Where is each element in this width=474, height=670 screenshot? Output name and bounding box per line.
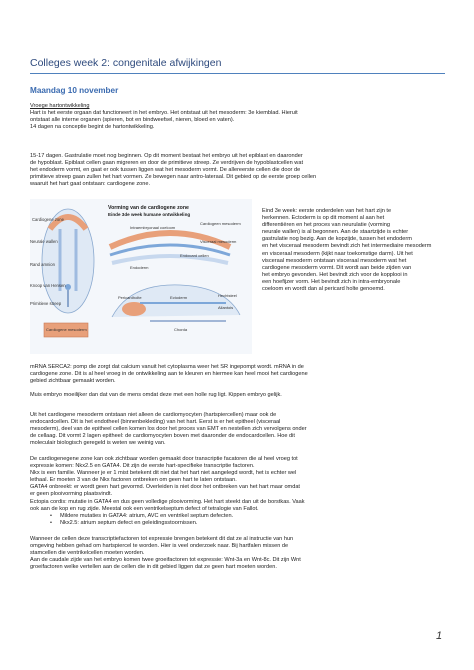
paragraph-line: differentiëren en het proces van neurulatie (vorming	[262, 222, 391, 229]
label-knoop-van-hensen: Knoop van Hensen	[30, 283, 66, 288]
paragraph-line: Ectopia cordis: mutatie in GATA4 en dus geen volledige plooivorming. Het hart steekt dan uit de borstkas. Vaak	[30, 498, 305, 505]
paragraph-line: waaruit het hart gaat ontstaan: cardiogene zone.	[30, 181, 151, 188]
paragraph-line: primitieve streep gaan zullen het hart vormen. Ze bewegen naar antro-lateraal. Dit gebied op de eerste groep cellen	[30, 174, 317, 181]
section-groeifactoren	[30, 536, 445, 571]
paragraph-line: Wanneer de cellen deze transcriptiefactoren tot expressie brengen betekent dit dat ze al instructie van hun	[30, 536, 294, 542]
label-pericardholte: Pericardholte	[118, 295, 142, 300]
paragraph-line: Eind 3e week: eerste onderdelen van het hart zijn te	[262, 208, 392, 214]
paragraph-line: Muis embryo moeilijker dan dat van de mens omdat deze met een holle rug ligt. Kippen embryo gelijk.	[30, 392, 282, 398]
paragraph-line: omgeving hebben gehad om hartspiercel te worden. Hier is veel onderzoek naar. Bij hartfalen missen de	[30, 543, 289, 550]
title-rule	[30, 73, 445, 74]
label-intraembryonaal-coeloom: Intraembryonaal coeloom	[130, 225, 176, 230]
paragraph-line: De cardiogenegene zone kan ook zichtbaar worden gemaakt door transcriptie facatoren die al heel vroeg tot	[30, 456, 298, 462]
paragraph-line: Aan de caudale zijde van het embryo komen twee groeifactoren tot expressie: Wnt-3a en Wnt-8c. Dit zijn Wnt	[30, 557, 301, 564]
paragraph-line: cardiogene zone. Dit is al heel vroeg in de ontwikkeling aan te kleuren en hiermee kan heel mooi het cardiogene	[30, 371, 308, 378]
paragraph-line: gastrulatie nog bezig. Aan de kopzijde, tussen het endoderm	[262, 236, 412, 243]
paragraph-line: gebied zichtbaar gemaakt worden.	[30, 378, 116, 385]
paragraph-line: de hypoblast. Epiblast cellen gaan migreren en door de primitieve streep. Ze verdrijven de hypoblastcellen wat	[30, 160, 304, 167]
label-chorda: Chorda	[174, 327, 188, 332]
label-allantois: Allantois	[218, 305, 234, 310]
label-endoderm: Endoderm	[130, 265, 149, 270]
figure-subtitle: Einde 3de week humane ontwikkeling	[108, 212, 191, 217]
paragraph-line: een hoefijzer vorm. Het bevindt zich in intra-embryonale	[262, 278, 401, 285]
section-serca2	[30, 364, 445, 385]
label-cardiogene-zone: Cardiogene zone	[32, 217, 64, 222]
paragraph-line: stamcellen die ventrikelcellen moeten worden.	[30, 550, 145, 557]
label-rand-amnion: Rand amnion	[30, 262, 55, 267]
figure-side-text	[262, 208, 442, 293]
label-endocard-cellen: Endocard cellen	[180, 253, 209, 258]
paragraph-line: coeloom en wordt dan al pericard holte genoemd.	[262, 286, 385, 293]
paragraph-line: het embryo gevonden. Het bevindt zich voor de kopplooi in	[262, 271, 408, 278]
section-early-heart	[30, 103, 445, 131]
paragraph-line: 15-17 dagen. Gastrulatie moet nog beginnen. Op dit moment bestaat het embryo uit het epiblast en daaronder	[30, 153, 303, 159]
list-item: • Nkx2.5: atrium septum defect en geleidingsstoornissen.	[60, 520, 440, 527]
label-cardiogeen-mesoderm: Cardiogeen mesoderm	[200, 221, 241, 226]
paragraph-line: Hart is het eerste orgaan dat functioneert in het embryo. Het ontstaat uit het mesoderm: 3e kiemblad. Hieruit	[30, 110, 298, 117]
label-neurale-wallen: Neurale wallen	[30, 239, 58, 244]
cardiogenic-zone-figure	[30, 199, 252, 354]
paragraph-line: expressie komen: Nkx2.5 en GATA4. Dit zijn de eerste hart-specifieke transcriptie factoren.	[30, 463, 255, 470]
paragraph-line: ontstaat alle interne organen (spieren, bot en bindweefsel, nieren, bloed en vaten).	[30, 117, 235, 124]
paragraph-line: groeifactoren welke vertellen aan de cellen die in dit gebied liggen dat ze geen hart moeten worden.	[30, 564, 277, 571]
paragraph-line: GATA4 onbreekt: er wordt geen hart gevormd. Overleiden is niet door het ontbreken van het hart maar omdat	[30, 484, 300, 491]
paragraph-line: Uit het cardiogene mesoderm ontstaan niet alleen de cardiomyocyten (hartspiercellen) maar ook de	[30, 412, 277, 418]
paragraph-line: mRNA SERCA2: pomp die zorgt dat calcium vanuit het cytoplasma weer het SR ingepompt wordt. mRNA in de	[30, 364, 304, 370]
paragraph-line: 14 dagen na conceptie begint de hartontwikkeling.	[30, 124, 155, 131]
section-muis-embryo	[30, 392, 445, 399]
date-heading: Maandag 10 november	[30, 86, 119, 95]
section-heading: Vroege hartontwikkeling	[30, 103, 90, 109]
section-gastrulation	[30, 153, 445, 188]
document-title: Colleges week 2: congenitale afwijkingen	[30, 57, 222, 69]
label-cardiogene-mesoderm: Cardiogene mesoderm	[46, 327, 87, 332]
mutation-bullet-list	[60, 513, 440, 527]
paragraph-line: en visceraal mesoderm (kijkt naar toekomstige darm). Uit het	[262, 250, 413, 257]
paragraph-line: visceraal mesoderm ontstaan visceraal mesoderm wat het	[262, 257, 407, 264]
section-transcriptiefactoren	[30, 456, 445, 513]
paragraph-line: lethaal. Er moeten 3 van de Nkx factoren ontbreken om geen hart te laten ontstaan.	[30, 477, 237, 484]
paragraph-line: ook aan de kop en rug zijde. Meestal ook een ventrikelseptum defect of tetralogie van Fallot.	[30, 505, 259, 512]
paragraph-line: cardiogene mesoderm vormt. Dit wordt aan beide zijden van	[262, 264, 412, 271]
paragraph-line: en het visceraal mesoderm bevindt zich het intermediaire mesoderm	[262, 243, 432, 250]
section-cardiomyocyten	[30, 412, 445, 447]
paragraph-line: moleculair biologisch geregeld is weten we weinig van.	[30, 440, 166, 447]
paragraph-line: neurale wallen) is al begonnen. Aan de staartzijde is echter	[262, 229, 409, 236]
label-visceraal-mesoderm: Visceraal mesoderm	[200, 239, 237, 244]
paragraph-line: endocardcellen. Dit is het endotheel (binnenbekleding) van het hart. Eerst is er het epitheel (visceraal	[30, 419, 281, 426]
paragraph-line: het endoderm vormt, en gaat er ook tussen liggen wat het mesoderm vormt. De allereerste cellen die door de	[30, 167, 301, 174]
hensen-node	[65, 284, 71, 290]
paragraph-line: herkennen. Ectoderm is op dit moment al aan het	[262, 215, 385, 222]
label-ectoderm: Ectoderm	[170, 295, 188, 300]
paragraph-line: er geen plooivorming plaatsvindt.	[30, 491, 113, 498]
paragraph-line: de cellaag. Dit vormt 2 lagen epitheel: de cardiomyocyten boven met daaronder de endocardcellen. Hoe dit	[30, 433, 295, 440]
label-hechtsteel: Hechtsteel	[218, 293, 237, 298]
paragraph-line: Nkx is een familie. Wanneer je er 1 mist betekent dit niet dat het hart niet aangelegd wordt, het is echter wel	[30, 470, 297, 477]
label-primitieve-streep: Primitieve streep	[30, 301, 62, 306]
figure-title: Vorming van de cardiogene zone	[108, 205, 189, 211]
list-item: • Mildere mutaties in GATA4: atrium, AVC en ventrikel septum defecten.	[60, 513, 440, 520]
paragraph-line: mesoderm), deel van de epitheel cellen komen los door het proces van EMT en nestellen zich vervolgens onder	[30, 426, 307, 433]
page-number: 1	[436, 630, 443, 642]
